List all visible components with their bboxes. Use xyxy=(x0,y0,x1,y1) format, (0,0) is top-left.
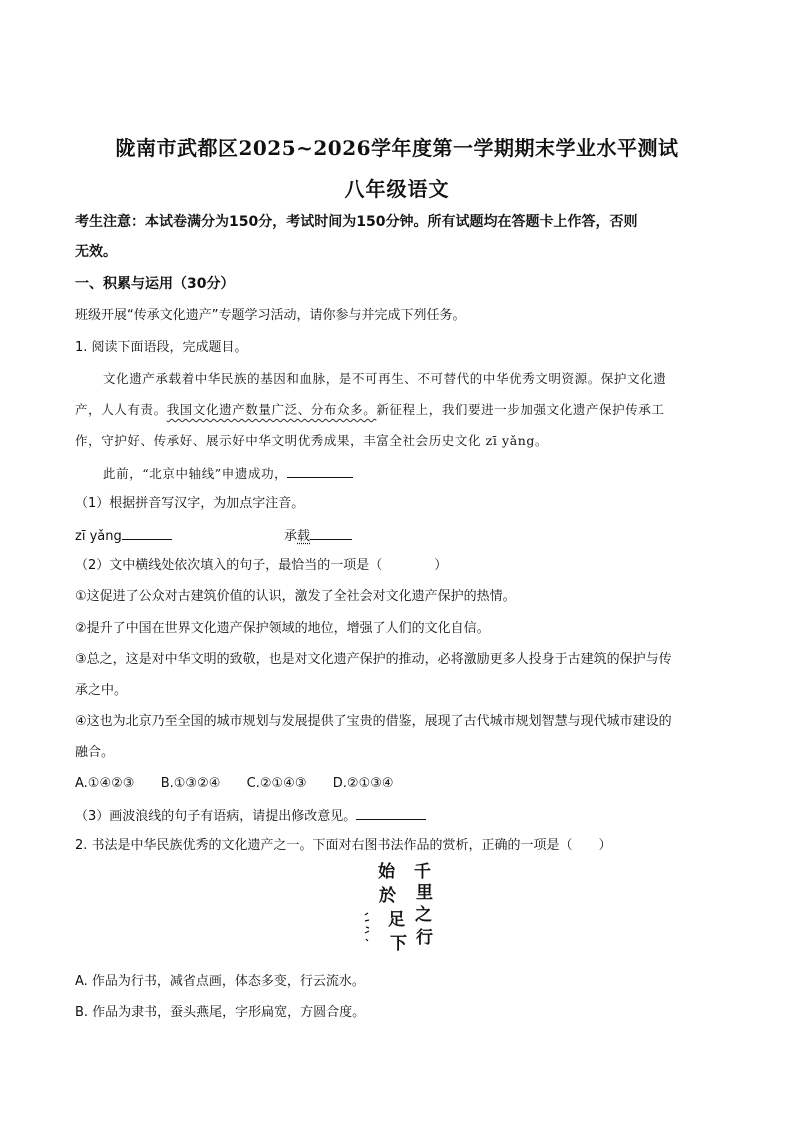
exam-title: 陇南市武都区2025~2026学年度第一学期期末学业水平测试 xyxy=(115,136,679,160)
answer-blank[interactable] xyxy=(287,463,353,478)
option-3-line-2: 承之中。 xyxy=(75,683,128,698)
passage-line-4 xyxy=(103,463,353,484)
answer-blank[interactable] xyxy=(122,525,172,540)
question-text: （3）画波浪线的句子有语病，请提出修改意见。 xyxy=(75,809,357,824)
passage-line-2 xyxy=(75,400,665,420)
calligraphy-char: 千 xyxy=(414,862,431,882)
calligraphy-col-2 xyxy=(378,861,411,954)
option-2: ②提升了中国在世界文化遗产保护领域的地位，增强了人们的文化自信。 xyxy=(75,621,490,636)
option-4-line-2: 融合。 xyxy=(75,745,115,760)
answer-blank[interactable] xyxy=(310,525,352,540)
passage-line-3: 作，守护好、传承好、展示好中华文明优秀成果，丰富全社会历史文化 zī yǎng。 xyxy=(75,433,549,448)
choice-d[interactable]: D.②①③④ xyxy=(332,776,394,791)
question-text: 2. 书法是中华民族优秀的文化遗产之一。下面对右图书法作品的赏析，正确的一项是（ xyxy=(75,838,573,853)
sub-question-3 xyxy=(75,805,426,827)
answer-blank[interactable] xyxy=(356,805,426,820)
calligraphy-char: 里 xyxy=(416,883,433,903)
passage-text: 产，人人有责。 xyxy=(75,402,167,417)
sub-question-1: （1）根据拼音写汉字，为加点字注音。 xyxy=(75,496,305,511)
passage-text: 此前，“北京中轴线”申遗成功， xyxy=(103,466,288,481)
option-3-line-1: ③总之，这是对中华文明的致敬，也是对文化遗产保护的推动，必将激励更多人投身于古建筑的保护与传 xyxy=(75,652,672,667)
wavy-underlined-sentence: 我国文化遗产数量广泛、分布众多。 xyxy=(166,402,377,417)
calligraphy-char: 始 xyxy=(378,862,395,882)
question-2-option-b[interactable]: B. 作品为隶书，蚕头燕尾，字形扁宽，方圆合度。 xyxy=(75,1005,366,1020)
question-2-stem xyxy=(75,836,612,856)
pinyin-item: zī yǎng xyxy=(75,529,122,544)
section-intro: 班级开展“传承文化遗产”专题学习活动，请你参与并完成下列任务。 xyxy=(75,308,466,323)
calligraphy-char: 下 xyxy=(390,934,407,954)
passage-line-1: 文化遗产承载着中华民族的基因和血脉，是不可再生、不可替代的中华优秀文明资源。保护文化遗 xyxy=(103,371,667,386)
question-2-option-a[interactable]: A. 作品为行书，减省点画，体态多变，行云流水。 xyxy=(75,974,365,989)
question-1-stem: 1. 阅读下面语段，完成题目。 xyxy=(75,340,248,355)
choice-a[interactable]: A.①④②③ xyxy=(75,776,135,791)
dotted-char: 载 xyxy=(297,529,311,544)
question-text: （2）文中横线处依次填入的句子，最恰当的一项是（ xyxy=(75,558,383,573)
choices-row xyxy=(75,774,394,794)
passage-text: 新征程上，我们要进一步加强文化遗产保护传承工 xyxy=(376,402,665,417)
char-item: 承 xyxy=(284,529,298,544)
calligraphy-artwork xyxy=(360,855,436,965)
notice-line-1: 考生注意：本试卷满分为150分，考试时间为150分钟。所有试题均在答题卡上作答，否则 xyxy=(75,214,638,230)
exam-subtitle: 八年级语文 xyxy=(344,177,450,201)
section-heading: 一、积累与运用（30分） xyxy=(75,276,235,292)
question-text: ） xyxy=(434,558,448,573)
signature-mark xyxy=(365,913,369,941)
choice-b[interactable]: B.①③②④ xyxy=(160,776,221,791)
calligraphy-char: 行 xyxy=(416,928,433,948)
calligraphy-char: 足 xyxy=(388,910,405,930)
calligraphy-col-1 xyxy=(414,862,436,948)
sub-question-2 xyxy=(75,556,447,576)
question-text: ） xyxy=(598,838,612,853)
notice-line-2: 无效。 xyxy=(75,244,117,260)
option-1: ①这促进了公众对古建筑价值的认识，激发了全社会对文化遗产保护的热情。 xyxy=(75,589,516,604)
option-4-line-1: ④这也为北京乃至全国的城市规划与发展提供了宝贵的借鉴，展现了古代城市规划智慧与现代城市建设的 xyxy=(75,714,672,729)
calligraphy-char: 之 xyxy=(415,905,432,925)
sub-question-1-items xyxy=(75,525,352,547)
calligraphy-char: 於 xyxy=(379,886,396,906)
choice-c[interactable]: C.②①④③ xyxy=(246,776,307,791)
